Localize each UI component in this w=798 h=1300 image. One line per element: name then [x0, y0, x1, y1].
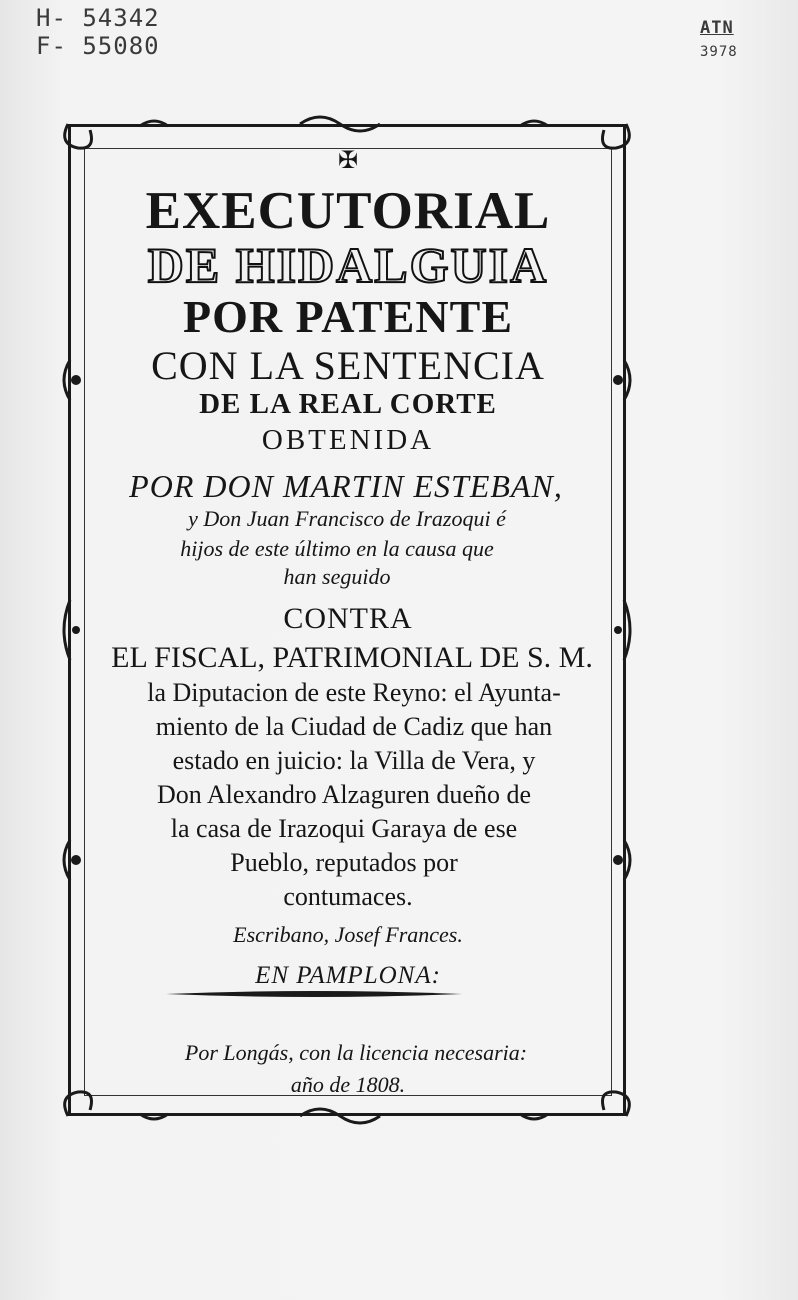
cross-ornament: ✠ [337, 148, 359, 174]
text-la-casa-de-irazoqui: la casa de Irazoqui Garaya de ese [170, 814, 518, 843]
text-miento-de-la-ciudad: miento de la Ciudad de Cadiz que han [155, 712, 553, 741]
imprint-printer: Por Longás, con la licencia necesaria: [184, 1040, 528, 1065]
text-el-fiscal: EL FISCAL, PATRIMONIAL DE S. M. [111, 641, 593, 674]
title-executorial: EXECUTORIAL [145, 182, 551, 240]
title-obtenida: OBTENIDA [261, 424, 435, 456]
shelf-mark-handwritten: ATN [700, 18, 734, 38]
catalog-number-handwritten-secondary: F- 55080 [36, 32, 160, 60]
text-escribano: Escribano, Josef Frances. [233, 922, 463, 947]
title-de-la-real-corte: DE LA REAL CORTE [199, 388, 497, 420]
text-don-alexandro: Don Alexandro Alzaguren dueño de [156, 780, 531, 809]
text-han-seguido: han seguido [283, 564, 391, 589]
text-la-diputacion: la Diputacion de este Reyno: el Ayunta- [147, 678, 561, 707]
heading-contra: CONTRA [283, 602, 413, 635]
title-por-patente: POR PATENTE [182, 291, 514, 342]
title-por-don-martin-esteban: POR DON MARTIN ESTEBAN, [129, 468, 563, 504]
title-con-la-sentencia: CON LA SENTENCIA [151, 343, 545, 388]
text-estado-en-juicio: estado en juicio: la Villa de Vera, y [172, 746, 536, 775]
imprint-place: EN PAMPLONA: [255, 962, 441, 989]
imprint-year: año de 1808. [290, 1072, 406, 1097]
text-hijos-de-este: hijos de este último en la causa que [180, 536, 494, 561]
text-contumaces: contumaces. [283, 882, 413, 911]
text-don-juan-francisco: y Don Juan Francisco de Irazoqui é [188, 506, 506, 531]
shelf-mark-number-handwritten: 3978 [700, 44, 738, 60]
text-pueblo-reputados: Pueblo, reputados por [230, 848, 458, 877]
title-de-hidalguia: DE HIDALGUIA [147, 237, 549, 293]
catalog-number-handwritten: H- 54342 [36, 4, 160, 32]
imprint-rule [166, 990, 462, 998]
